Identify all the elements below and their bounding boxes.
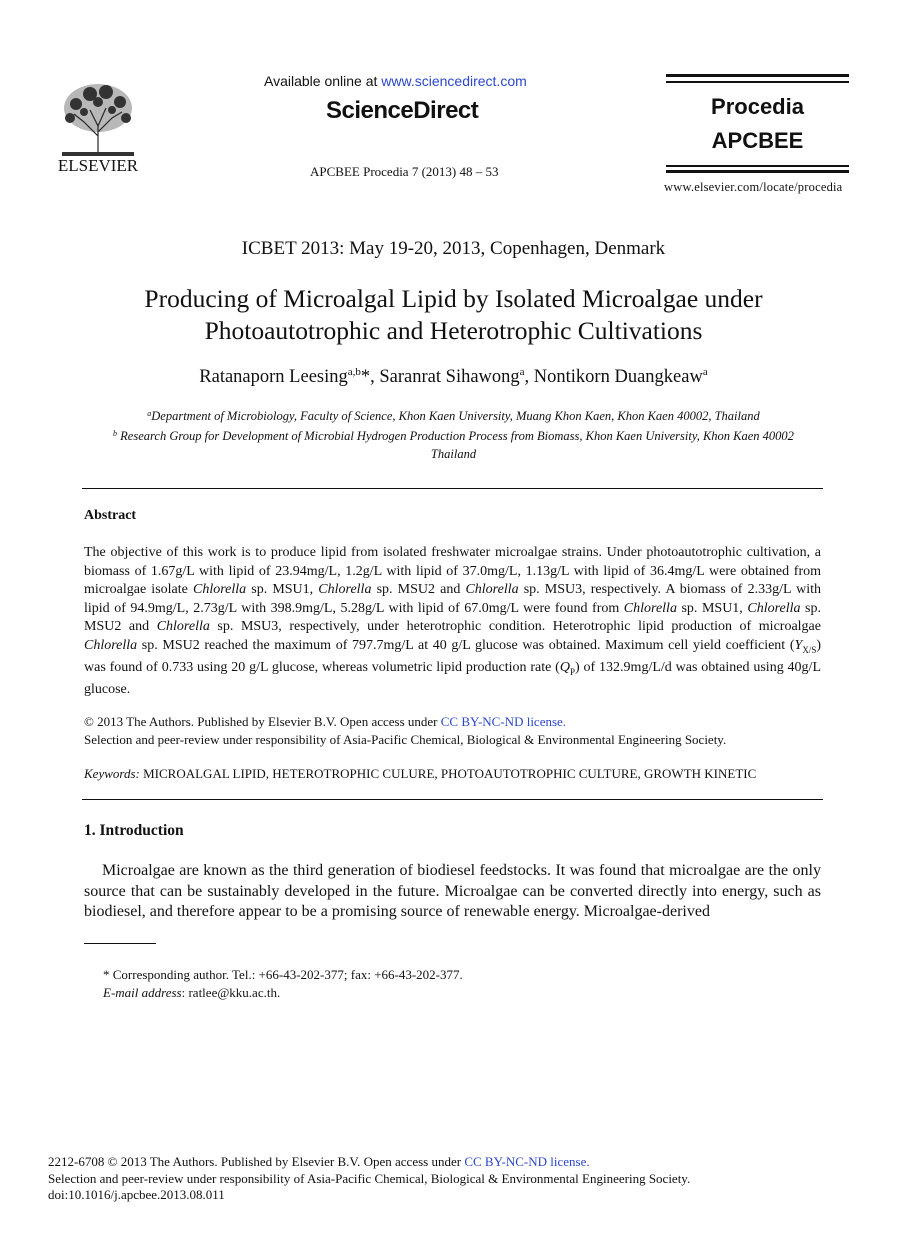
affiliation-a-text: Department of Microbiology, Faculty of Science, Khon Kaen University, Muang Khon Kaen, Khon Kaen 40002, Thailand	[151, 409, 760, 423]
peer-review-line: Selection and peer-review under responsibility of Asia-Pacific Chemical, Biological & Environmental Engineering Society.	[84, 732, 727, 747]
abstract-text: The objective of this work is to produce lipid from isolated freshwater microalgae strains. Under photoautotrophic cultivation, a biomass of 1.67g/L with lipid of 23.94mg/L, 1.2g/L with lipid of 37.0mg/L, 1.13g/L with lipid of 36.4mg/L were obtained from microalgae isolate Chlorella sp. MSU1, Chlorella sp. MSU2 and Chlorella sp. MSU3, respectively. A biomass of 2.33g/L with lipid of 94.9mg/L, 2.73g/L with 398.9mg/L, 5.28g/L with lipid of 67.0mg/L were found from Chlorella sp. MSU1, Chlorella sp. MSU2 and Chlorella sp. MSU3, respectively, under heterotrophic condition. Heterotrophic lipid production of microalgae Chlorella sp. MSU2 reached the maximum of 797.7mg/L at 40 g/L glucose was obtained. Maximum cell yield coefficient $(Y_{X/S})$ was found of 0.733 using 20 g/L glucose, whereas volumetric lipid production rate $(Q_P)$ of 132.9mg/L/d was obtained using 40g/L glucose.	[84, 545, 822, 698]
footer-doi[interactable]: doi:10.1016/j.apcbee.2013.08.011	[48, 1187, 225, 1202]
affiliation-b-country: Thailand	[430, 447, 477, 461]
copyright-block	[84, 713, 726, 749]
footer-peer-review: Selection and peer-review under responsibility of Asia-Pacific Chemical, Biological & Environmental Engineering Society.	[48, 1170, 691, 1186]
footer-copyright	[48, 1154, 690, 1171]
footnote-rule	[84, 943, 156, 944]
availability-text: Available online at	[264, 73, 382, 89]
author-3-affil: a	[702, 366, 708, 378]
author-1-affil: a,b	[347, 366, 361, 378]
footnote	[103, 966, 463, 1002]
page-footer	[48, 1154, 690, 1204]
journal-citation: APCBEE Procedia 7 (2013) 48 – 53	[310, 164, 499, 179]
email-label: E-mail address	[103, 985, 182, 1000]
journal-rule-top	[666, 74, 849, 77]
author-separator: ,	[524, 367, 534, 387]
footer-copyright-text: 2212-6708 © 2013 The Authors. Published by Elsevier B.V. Open access under	[48, 1154, 465, 1169]
elsevier-tree-icon	[50, 74, 146, 174]
copyright-text: © 2013 The Authors. Published by Elsevier B.V. Open access under	[84, 714, 441, 729]
title-line-1: Producing of Microalgal Lipid by Isolated Microalgae under	[144, 284, 763, 313]
introduction-paragraph: Microalgae are known as the third generation of biodiesel feedstocks. It was found that microalgae are the only source that can be sustainably developed in the future. Microalgae can be converted directly into energy, such as biodiesel, and therefore appear to be a promising source of renewable energy. Microalgae-derived	[84, 862, 821, 920]
abstract-heading: Abstract	[84, 508, 137, 523]
journal-name-line1: Procedia	[711, 94, 804, 119]
email-note	[103, 984, 463, 1002]
author-2-affil: a	[519, 366, 525, 378]
author-1: Ratanaporn Leesing	[199, 367, 348, 387]
keywords-text: MICROALGAL LIPID, HETEROTROPHIC CULURE, PHOTOAUTOTROPHIC CULTURE, GROWTH KINETIC	[139, 766, 757, 781]
journal-rule-bottom-2	[666, 170, 849, 173]
title-line-2: Photoautotrophic and Heterotrophic Cultivations	[204, 316, 703, 345]
elsevier-wordmark: ELSEVIER	[57, 156, 139, 174]
keywords-line	[84, 766, 756, 782]
affiliations	[80, 405, 827, 463]
conference-line: ICBET 2013: May 19-20, 2013, Copenhagen, Denmark	[241, 238, 666, 259]
keywords-label: Keywords:	[84, 766, 140, 781]
footer-license-link[interactable]: CC BY-NC-ND license.	[464, 1154, 590, 1169]
abstract-rule-bottom	[82, 799, 823, 800]
author-3: Nontikorn Duangkeaw	[533, 367, 703, 387]
sciencedirect-link[interactable]: www.sciencedirect.com	[381, 73, 527, 89]
license-link[interactable]: CC BY-NC-ND license.	[440, 714, 567, 729]
affiliation-a-mark: a	[147, 409, 152, 418]
sciencedirect-wordmark: ScienceDirect	[326, 97, 479, 124]
affiliation-a	[80, 405, 827, 425]
email-address[interactable]: : ratlee@kku.ac.th.	[181, 985, 281, 1000]
affiliation-b-mark: b	[113, 429, 118, 438]
journal-name-line2: APCBEE	[711, 128, 804, 153]
author-separator: ,	[370, 367, 380, 387]
journal-url[interactable]: www.elsevier.com/locate/procedia	[664, 180, 843, 194]
journal-rule-top-2	[666, 81, 849, 83]
availability-line	[264, 73, 527, 89]
article-title	[80, 283, 827, 347]
elsevier-logo	[50, 74, 146, 174]
corresponding-author-note: * Corresponding author. Tel.: +66-43-202-377; fax: +66-43-202-377.	[103, 967, 463, 982]
section-heading-introduction: 1. Introduction	[84, 822, 184, 839]
copyright-line	[84, 713, 726, 731]
affiliation-b	[80, 425, 827, 445]
affiliation-b-text: Research Group for Development of Microbial Hydrogen Production Process from Biomass, Khon Kaen University, Khon Kaen 40002	[117, 429, 794, 443]
journal-rule-bottom	[666, 165, 849, 167]
author-list	[0, 366, 907, 388]
author-2: Saranrat Sihawong	[379, 367, 520, 387]
corresponding-mark: *	[360, 367, 371, 387]
abstract-rule-top	[82, 488, 823, 489]
